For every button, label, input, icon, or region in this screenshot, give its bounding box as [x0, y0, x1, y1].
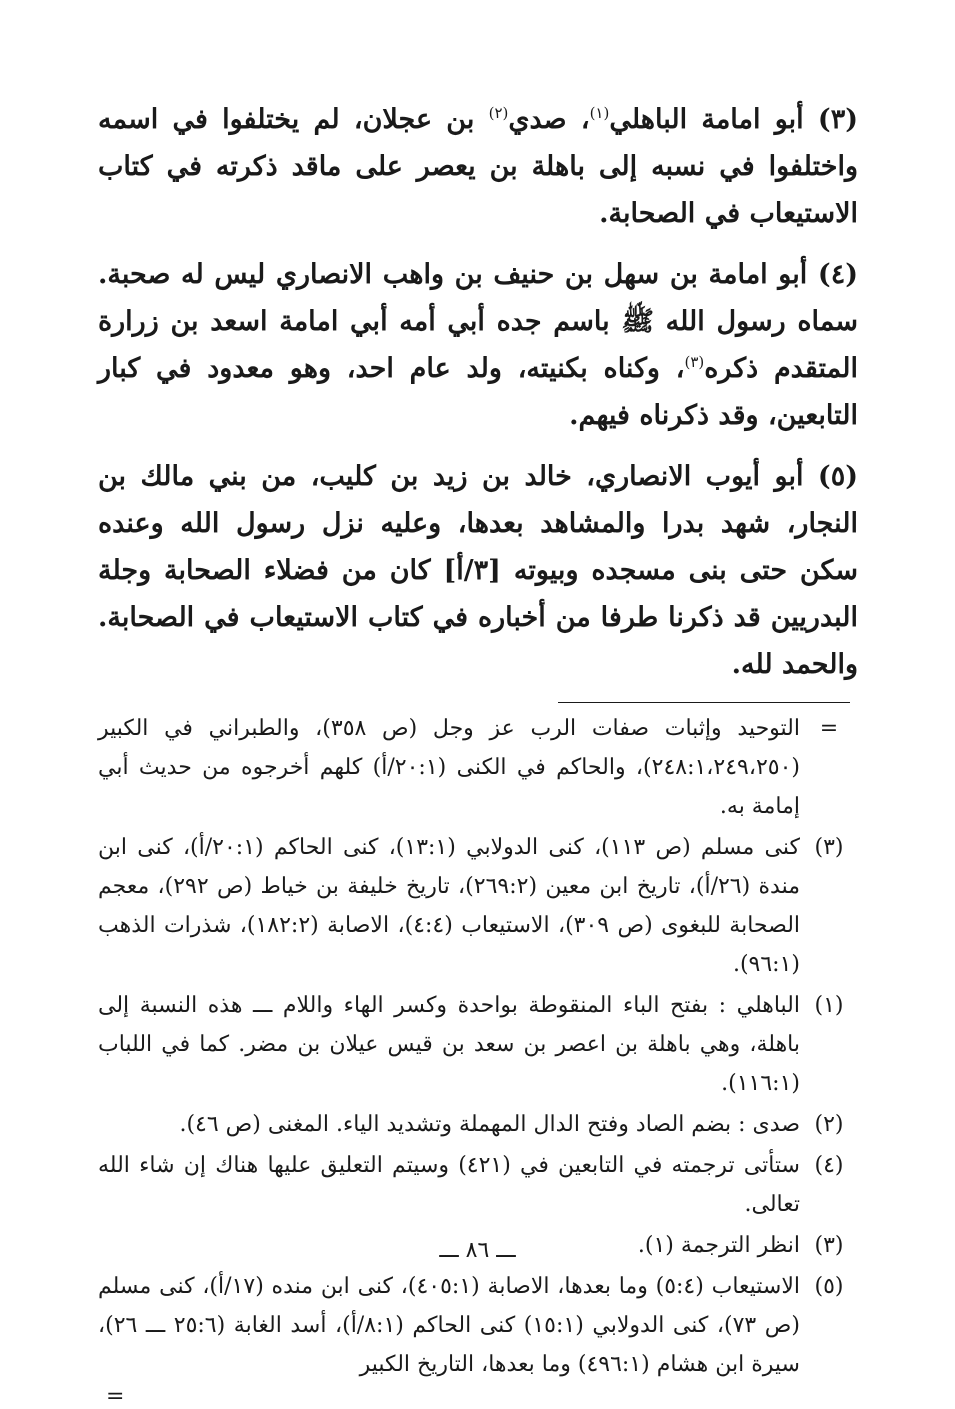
footnote-divider [558, 702, 850, 703]
footnote-number: (٣) [814, 1233, 844, 1258]
footnote-item [98, 1105, 858, 1144]
footnote-item [98, 709, 858, 826]
footnote-number: (٥) [814, 1274, 844, 1299]
footnote-number: (٣) [814, 835, 844, 860]
footnote-text: كنى مسلم (ص ١١٣)، كنى الدولابي (١٣:١)، كنى الحاكم (٢٠:١/أ)، كنى ابن مندة (٢٦/أ)، تاريخ ابن معين (٢٦٩:٢)، تاريخ خليفة بن خياط (ص ٢٩٢)، معجم الصحابة للبغوى (ص ٣٠٩)، الاستيعاب (٤:٤)، الاصابة (١٨٢:٢)، شذرات الذهب (٩٦:١). [98, 835, 801, 977]
entry-3 [98, 96, 858, 237]
footnote-number: (٢) [814, 1112, 844, 1137]
footnote-item [98, 828, 858, 984]
footnote-number: (٤) [814, 1153, 844, 1178]
footnote-text: صدى : بضم الصاد وفتح الدال المهملة وتشديد الياء. المغنى (ص ٤٦). [179, 1112, 800, 1137]
entry-4 [98, 251, 858, 439]
footnote-ref-1: (١) [589, 104, 610, 122]
footnote-item [98, 1146, 858, 1224]
footnote-ref-3: (٣) [684, 353, 705, 371]
footnotes [98, 709, 858, 1408]
footnote-item [98, 1267, 858, 1384]
footnote-text: انظر الترجمة (١). [637, 1233, 800, 1258]
footnote-text: ستأتى ترجمته في التابعين في (٤٢١) وسيتم التعليق عليها هناك إن شاء الله تعالى. [98, 1153, 800, 1217]
footnote-number: (١) [814, 993, 844, 1018]
entry-3-text-b: ، صدي [508, 104, 590, 135]
page-number: ـــ ٨٦ ـــ [439, 1238, 516, 1263]
entry-3-text-c: بن عجلان، لم يختلفوا في اسمه واختلفوا في نسبه إلى باهلة بن يعصر على ماقد ذكرته في كتاب الاستيعاب في الصحابة. [98, 104, 858, 229]
footnote-text: الاستيعاب (٥:٤) وما بعدها، الاصابة (٤٠٥:١)، كنى ابن منده (١٧/أ)، كنى مسلم (ص ٧٣)، كنى الدولابي (١٥:١) كنى الحاكم (٨:١/أ)، أسد الغابة (٢٥:٦ ـــ ٢٦)، سيرة ابن هشام (٤٩٦:١) وما بعدها، التاريخ الكبير [98, 1274, 801, 1377]
footnote-text: الباهلي : بفتح الباء المنقوطة بواحدة وكسر الهاء واللام ـــ هذه النسبة إلى باهلة، وهي باهلة بن اعصر بن سعد بن قيس عيلان بن مضر. كما في اللباب (١١٦:١). [98, 993, 800, 1096]
entry-4-text-b: ، وكناه بكنيته، ولد عام احد، وهو معدود في كبار التابعين، وقد ذكرناه فيهم. [98, 353, 858, 431]
footnote-ref-2: (٢) [488, 104, 509, 122]
footnote-item [98, 986, 858, 1103]
continuation-mark: = [106, 1384, 125, 1409]
entry-4-text-a: (٤) أبو امامة بن سهل بن حنيف بن واهب الانصاري ليس له صحبة. سماه رسول الله ﷺ باسم جده أبي أمه أبي امامة اسعد بن زرارة المتقدم ذكره [98, 259, 858, 384]
page-content [98, 96, 858, 1408]
entry-3-text-a: (٣) أبو امامة الباهلي [609, 104, 858, 135]
footnote-text: التوحيد وإثبات صفات الرب عز وجل (ص ٣٥٨)، والطبراني في الكبير (٢٤٨:١،٢٤٩،٢٥٠)، والحاكم في الكنى (٢٠:١/أ) كلهم أخرجوه من حديث أبي إمامة به. [98, 716, 800, 819]
entry-5: (٥) أبو أيوب الانصاري، خالد بن زيد بن كليب، من بني مالك بن النجار، شهد بدرا والمشاهد بعدها، وعليه نزل رسول الله وعنده سكن حتى بنى مسجده وبيوته [٣/أ] كان من فضلاء الصحابة وجلة البدريين قد ذكرنا طرفا من أخباره في كتاب الاستيعاب في الصحابة. والحمد لله. [98, 461, 859, 680]
footnote-number: = [819, 716, 839, 741]
